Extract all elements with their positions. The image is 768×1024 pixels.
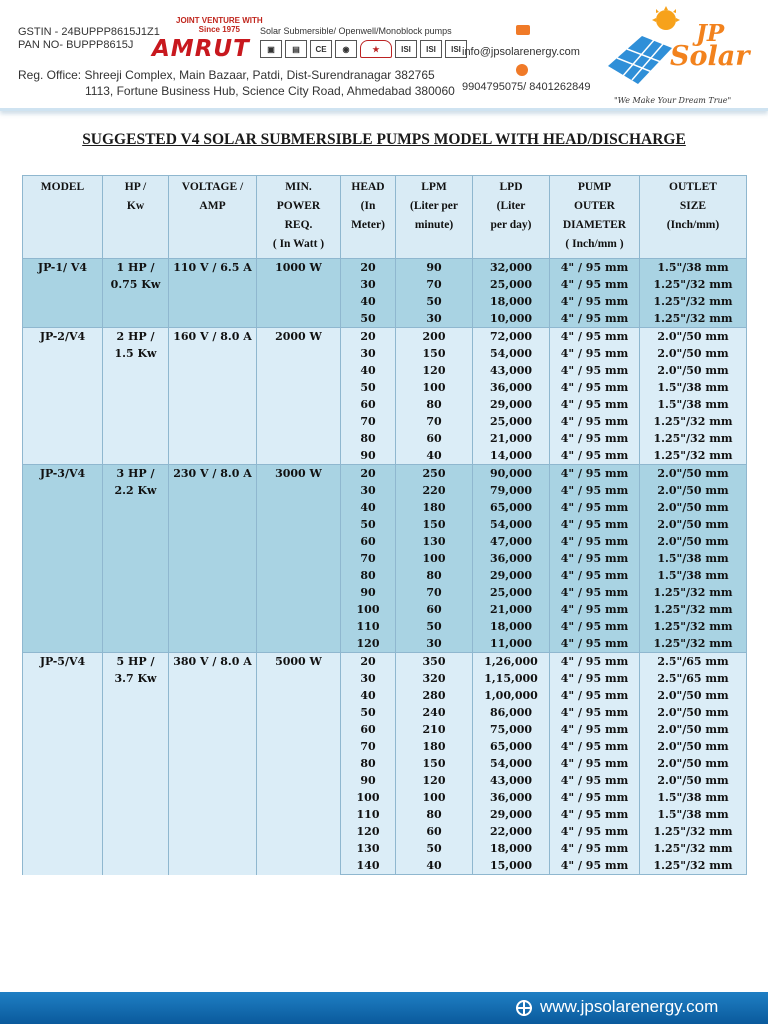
table-header-row xyxy=(23,176,747,259)
jp-solar-brand xyxy=(666,20,750,72)
outlet-cell: 1.5"/38 mm xyxy=(640,567,747,584)
diameter-cell: 4" / 95 mm xyxy=(550,823,640,840)
lpd-cell: 90,000 xyxy=(473,465,550,483)
diameter-cell: 4" / 95 mm xyxy=(550,840,640,857)
model-cell: JP-5/V4 xyxy=(23,653,103,875)
lpd-cell: 29,000 xyxy=(473,806,550,823)
lpd-cell: 21,000 xyxy=(473,430,550,447)
lpm-cell: 120 xyxy=(396,772,473,789)
model-cell: JP-1/ V4 xyxy=(23,259,103,328)
head-cell: 80 xyxy=(341,755,396,772)
diameter-cell: 4" / 95 mm xyxy=(550,362,640,379)
lpm-cell: 240 xyxy=(396,704,473,721)
lpm-cell: 50 xyxy=(396,840,473,857)
head-cell: 40 xyxy=(341,293,396,310)
voltage-cell: 380 V / 8.0 A xyxy=(169,653,257,875)
lpm-cell: 150 xyxy=(396,345,473,362)
lpd-cell: 32,000 xyxy=(473,259,550,277)
lpm-cell: 30 xyxy=(396,310,473,328)
lpd-cell: 54,000 xyxy=(473,345,550,362)
outlet-cell: 1.25"/32 mm xyxy=(640,430,747,447)
lpd-cell: 43,000 xyxy=(473,772,550,789)
lpd-cell: 36,000 xyxy=(473,789,550,806)
head-cell: 140 xyxy=(341,857,396,875)
head-cell: 30 xyxy=(341,482,396,499)
diameter-cell: 4" / 95 mm xyxy=(550,447,640,465)
model-cell: JP-2/V4 xyxy=(23,328,103,465)
email-link[interactable]: info@jpsolarenergy.com xyxy=(462,46,580,58)
lpm-cell: 100 xyxy=(396,789,473,806)
lpd-cell: 18,000 xyxy=(473,293,550,310)
column-header: HEAD (In Meter) xyxy=(341,176,396,259)
lpd-cell: 18,000 xyxy=(473,840,550,857)
lpm-cell: 50 xyxy=(396,293,473,310)
diameter-cell: 4" / 95 mm xyxy=(550,806,640,823)
pump-types-text: Solar Submersible/ Openwell/Monoblock pumps xyxy=(260,26,452,36)
head-cell: 60 xyxy=(341,533,396,550)
lpm-cell: 210 xyxy=(396,721,473,738)
model-group xyxy=(23,328,747,465)
diameter-cell: 4" / 95 mm xyxy=(550,430,640,447)
lpm-cell: 50 xyxy=(396,618,473,635)
outlet-cell: 2.0"/50 mm xyxy=(640,772,747,789)
diameter-cell: 4" / 95 mm xyxy=(550,259,640,277)
diameter-cell: 4" / 95 mm xyxy=(550,584,640,601)
lpm-cell: 40 xyxy=(396,447,473,465)
lpm-cell: 30 xyxy=(396,635,473,653)
lpm-cell: 280 xyxy=(396,687,473,704)
email-icon xyxy=(516,25,530,35)
outlet-cell: 1.5"/38 mm xyxy=(640,806,747,823)
model-cell: JP-3/V4 xyxy=(23,465,103,653)
column-header: HP / Kw xyxy=(103,176,169,259)
isi-mark-icon: ISI xyxy=(445,40,467,58)
lpm-cell: 70 xyxy=(396,413,473,430)
pump-spec-table xyxy=(22,175,747,875)
hp-cell: 2 HP / 1.5 Kw xyxy=(103,328,169,465)
hp-cell: 3 HP / 2.2 Kw xyxy=(103,465,169,653)
column-header: LPD (Liter per day) xyxy=(473,176,550,259)
lpd-cell: 43,000 xyxy=(473,362,550,379)
outlet-cell: 1.25"/32 mm xyxy=(640,618,747,635)
diameter-cell: 4" / 95 mm xyxy=(550,465,640,483)
lpd-cell: 72,000 xyxy=(473,328,550,346)
head-cell: 120 xyxy=(341,823,396,840)
brand-jp: JP xyxy=(696,20,725,47)
diameter-cell: 4" / 95 mm xyxy=(550,310,640,328)
head-cell: 20 xyxy=(341,259,396,277)
lpm-cell: 90 xyxy=(396,259,473,277)
hp-cell: 1 HP / 0.75 Kw xyxy=(103,259,169,328)
isi-mark-icon: ISI xyxy=(420,40,442,58)
diameter-cell: 4" / 95 mm xyxy=(550,345,640,362)
column-header: PUMP OUTER DIAMETER ( Inch/mm ) xyxy=(550,176,640,259)
diameter-cell: 4" / 95 mm xyxy=(550,738,640,755)
head-cell: 80 xyxy=(341,567,396,584)
lpm-cell: 80 xyxy=(396,396,473,413)
lpd-cell: 25,000 xyxy=(473,413,550,430)
outlet-cell: 1.25"/32 mm xyxy=(640,823,747,840)
lpm-cell: 350 xyxy=(396,653,473,671)
lpd-cell: 14,000 xyxy=(473,447,550,465)
hp-cell: 5 HP / 3.7 Kw xyxy=(103,653,169,875)
brand-tagline: "We Make Your Dream True" xyxy=(614,96,732,105)
lpm-cell: 150 xyxy=(396,755,473,772)
outlet-cell: 2.0"/50 mm xyxy=(640,687,747,704)
office-address xyxy=(18,67,455,99)
outlet-cell: 1.25"/32 mm xyxy=(640,413,747,430)
voltage-cell: 110 V / 6.5 A xyxy=(169,259,257,328)
ce-mark-icon: CE xyxy=(310,40,332,58)
address-line-2: 1113, Fortune Business Hub, Science City Road, Ahmedabad 380060 xyxy=(85,84,455,98)
lpd-cell: 11,000 xyxy=(473,635,550,653)
lpd-cell: 25,000 xyxy=(473,584,550,601)
head-cell: 50 xyxy=(341,310,396,328)
diameter-cell: 4" / 95 mm xyxy=(550,857,640,875)
outlet-cell: 2.0"/50 mm xyxy=(640,516,747,533)
lpm-cell: 180 xyxy=(396,499,473,516)
lpd-cell: 15,000 xyxy=(473,857,550,875)
diameter-cell: 4" / 95 mm xyxy=(550,276,640,293)
outlet-cell: 1.25"/32 mm xyxy=(640,601,747,618)
isi-mark-icon: ISI xyxy=(395,40,417,58)
diameter-cell: 4" / 95 mm xyxy=(550,618,640,635)
page-title-text: SUGGESTED V4 SOLAR SUBMERSIBLE PUMPS MODEL WITH HEAD/DISCHARGE xyxy=(82,131,686,148)
power-cell: 3000 W xyxy=(257,465,341,653)
lpm-cell: 80 xyxy=(396,567,473,584)
diameter-cell: 4" / 95 mm xyxy=(550,653,640,671)
lpm-cell: 60 xyxy=(396,823,473,840)
column-header: OUTLET SIZE (Inch/mm) xyxy=(640,176,747,259)
head-cell: 130 xyxy=(341,840,396,857)
column-header: LPM (Liter per minute) xyxy=(396,176,473,259)
outlet-cell: 2.0"/50 mm xyxy=(640,482,747,499)
lpd-cell: 47,000 xyxy=(473,533,550,550)
lpm-cell: 250 xyxy=(396,465,473,483)
cert-badge-icon: ◉ xyxy=(335,40,357,58)
footer-bar xyxy=(0,992,768,1024)
diameter-cell: 4" / 95 mm xyxy=(550,396,640,413)
diameter-cell: 4" / 95 mm xyxy=(550,567,640,584)
lpd-cell: 36,000 xyxy=(473,379,550,396)
table-row xyxy=(23,653,747,671)
letterhead xyxy=(0,0,768,111)
lpd-cell: 29,000 xyxy=(473,567,550,584)
lpd-cell: 18,000 xyxy=(473,618,550,635)
lpm-cell: 130 xyxy=(396,533,473,550)
lpd-cell: 79,000 xyxy=(473,482,550,499)
head-cell: 40 xyxy=(341,687,396,704)
outlet-cell: 1.25"/32 mm xyxy=(640,293,747,310)
diameter-cell: 4" / 95 mm xyxy=(550,293,640,310)
outlet-cell: 1.5"/38 mm xyxy=(640,789,747,806)
head-cell: 110 xyxy=(341,806,396,823)
outlet-cell: 1.25"/32 mm xyxy=(640,276,747,293)
gstin-text: GSTIN - 24BUPPP8615J1Z1 xyxy=(18,26,160,38)
outlet-cell: 2.0"/50 mm xyxy=(640,755,747,772)
joint-venture-tag xyxy=(176,16,263,34)
address-line-1: Reg. Office: Shreeji Complex, Main Bazaar, Patdi, Dist-Surendranagar 382765 xyxy=(18,68,435,82)
column-header: MODEL xyxy=(23,176,103,259)
cert-badge-icon: ▤ xyxy=(285,40,307,58)
cert-badge-icon: ▣ xyxy=(260,40,282,58)
brand-solar: Solar xyxy=(670,41,750,72)
voltage-cell: 230 V / 8.0 A xyxy=(169,465,257,653)
outlet-cell: 2.0"/50 mm xyxy=(640,465,747,483)
diameter-cell: 4" / 95 mm xyxy=(550,328,640,346)
lpm-cell: 40 xyxy=(396,857,473,875)
jv-since: Since 1975 xyxy=(198,25,241,34)
table-row xyxy=(23,328,747,346)
globe-icon xyxy=(516,1000,532,1016)
model-group xyxy=(23,259,747,328)
head-cell: 70 xyxy=(341,413,396,430)
lpm-cell: 180 xyxy=(396,738,473,755)
diameter-cell: 4" / 95 mm xyxy=(550,772,640,789)
diameter-cell: 4" / 95 mm xyxy=(550,721,640,738)
column-header: VOLTAGE / AMP xyxy=(169,176,257,259)
phone-icon xyxy=(516,64,528,76)
certification-badges xyxy=(260,40,467,58)
lpm-cell: 220 xyxy=(396,482,473,499)
head-cell: 60 xyxy=(341,721,396,738)
model-group xyxy=(23,653,747,875)
diameter-cell: 4" / 95 mm xyxy=(550,533,640,550)
outlet-cell: 2.0"/50 mm xyxy=(640,738,747,755)
head-cell: 70 xyxy=(341,738,396,755)
lpd-cell: 25,000 xyxy=(473,276,550,293)
lpd-cell: 65,000 xyxy=(473,499,550,516)
head-cell: 70 xyxy=(341,550,396,567)
diameter-cell: 4" / 95 mm xyxy=(550,516,640,533)
outlet-cell: 1.5"/38 mm xyxy=(640,259,747,277)
lpd-cell: 22,000 xyxy=(473,823,550,840)
outlet-cell: 1.5"/38 mm xyxy=(640,379,747,396)
table-row xyxy=(23,465,747,483)
head-cell: 50 xyxy=(341,516,396,533)
jv-line: JOINT VENTURE WITH xyxy=(176,16,263,25)
diameter-cell: 4" / 95 mm xyxy=(550,635,640,653)
outlet-cell: 2.0"/50 mm xyxy=(640,499,747,516)
lpm-cell: 320 xyxy=(396,670,473,687)
outlet-cell: 1.25"/32 mm xyxy=(640,447,747,465)
outlet-cell: 2.0"/50 mm xyxy=(640,328,747,346)
lpm-cell: 200 xyxy=(396,328,473,346)
outlet-cell: 1.5"/38 mm xyxy=(640,550,747,567)
tax-ids xyxy=(18,26,160,52)
lpd-cell: 65,000 xyxy=(473,738,550,755)
diameter-cell: 4" / 95 mm xyxy=(550,789,640,806)
outlet-cell: 2.0"/50 mm xyxy=(640,533,747,550)
diameter-cell: 4" / 95 mm xyxy=(550,687,640,704)
diameter-cell: 4" / 95 mm xyxy=(550,704,640,721)
lpm-cell: 150 xyxy=(396,516,473,533)
head-cell: 80 xyxy=(341,430,396,447)
head-cell: 100 xyxy=(341,789,396,806)
model-group xyxy=(23,465,747,653)
head-cell: 30 xyxy=(341,345,396,362)
lpm-cell: 80 xyxy=(396,806,473,823)
lpd-cell: 75,000 xyxy=(473,721,550,738)
lpd-cell: 54,000 xyxy=(473,755,550,772)
head-cell: 90 xyxy=(341,584,396,601)
outlet-cell: 1.25"/32 mm xyxy=(640,635,747,653)
head-cell: 120 xyxy=(341,635,396,653)
head-cell: 20 xyxy=(341,465,396,483)
head-cell: 50 xyxy=(341,704,396,721)
outlet-cell: 2.5"/65 mm xyxy=(640,653,747,671)
lpm-cell: 70 xyxy=(396,276,473,293)
head-cell: 60 xyxy=(341,396,396,413)
head-cell: 30 xyxy=(341,276,396,293)
table-row xyxy=(23,259,747,277)
head-cell: 20 xyxy=(341,653,396,671)
phone-numbers: 9904795075/ 8401262849 xyxy=(462,81,591,93)
head-cell: 110 xyxy=(341,618,396,635)
power-cell: 2000 W xyxy=(257,328,341,465)
pan-text: PAN NO- BUPPP8615J xyxy=(18,39,134,51)
power-cell: 5000 W xyxy=(257,653,341,875)
head-cell: 30 xyxy=(341,670,396,687)
lpd-cell: 1,26,000 xyxy=(473,653,550,671)
diameter-cell: 4" / 95 mm xyxy=(550,379,640,396)
lpd-cell: 29,000 xyxy=(473,396,550,413)
diameter-cell: 4" / 95 mm xyxy=(550,482,640,499)
outlet-cell: 2.0"/50 mm xyxy=(640,362,747,379)
outlet-cell: 1.25"/32 mm xyxy=(640,584,747,601)
lpd-cell: 1,15,000 xyxy=(473,670,550,687)
head-cell: 50 xyxy=(341,379,396,396)
lpd-cell: 36,000 xyxy=(473,550,550,567)
lpd-cell: 86,000 xyxy=(473,704,550,721)
lpm-cell: 120 xyxy=(396,362,473,379)
lpm-cell: 100 xyxy=(396,550,473,567)
diameter-cell: 4" / 95 mm xyxy=(550,755,640,772)
power-cell: 1000 W xyxy=(257,259,341,328)
outlet-cell: 1.25"/32 mm xyxy=(640,857,747,875)
outlet-cell: 2.0"/50 mm xyxy=(640,704,747,721)
page-title xyxy=(0,131,768,149)
lpd-cell: 21,000 xyxy=(473,601,550,618)
amrut-logo: AMRUT xyxy=(152,36,250,62)
head-cell: 100 xyxy=(341,601,396,618)
voltage-cell: 160 V / 8.0 A xyxy=(169,328,257,465)
lpd-cell: 10,000 xyxy=(473,310,550,328)
head-cell: 90 xyxy=(341,447,396,465)
outlet-cell: 2.0"/50 mm xyxy=(640,721,747,738)
lpm-cell: 70 xyxy=(396,584,473,601)
head-cell: 90 xyxy=(341,772,396,789)
lpd-cell: 54,000 xyxy=(473,516,550,533)
diameter-cell: 4" / 95 mm xyxy=(550,670,640,687)
lpm-cell: 60 xyxy=(396,601,473,618)
column-header: MIN. POWER REQ. ( In Watt ) xyxy=(257,176,341,259)
diameter-cell: 4" / 95 mm xyxy=(550,550,640,567)
website-link[interactable]: www.jpsolarenergy.com xyxy=(540,997,719,1016)
head-cell: 40 xyxy=(341,362,396,379)
outlet-cell: 2.5"/65 mm xyxy=(640,670,747,687)
outlet-cell: 1.5"/38 mm xyxy=(640,396,747,413)
award-badge-icon: ★ xyxy=(360,40,392,58)
diameter-cell: 4" / 95 mm xyxy=(550,499,640,516)
diameter-cell: 4" / 95 mm xyxy=(550,413,640,430)
head-cell: 40 xyxy=(341,499,396,516)
lpd-cell: 1,00,000 xyxy=(473,687,550,704)
lpm-cell: 100 xyxy=(396,379,473,396)
head-cell: 20 xyxy=(341,328,396,346)
lpm-cell: 60 xyxy=(396,430,473,447)
outlet-cell: 1.25"/32 mm xyxy=(640,310,747,328)
diameter-cell: 4" / 95 mm xyxy=(550,601,640,618)
outlet-cell: 1.25"/32 mm xyxy=(640,840,747,857)
outlet-cell: 2.0"/50 mm xyxy=(640,345,747,362)
